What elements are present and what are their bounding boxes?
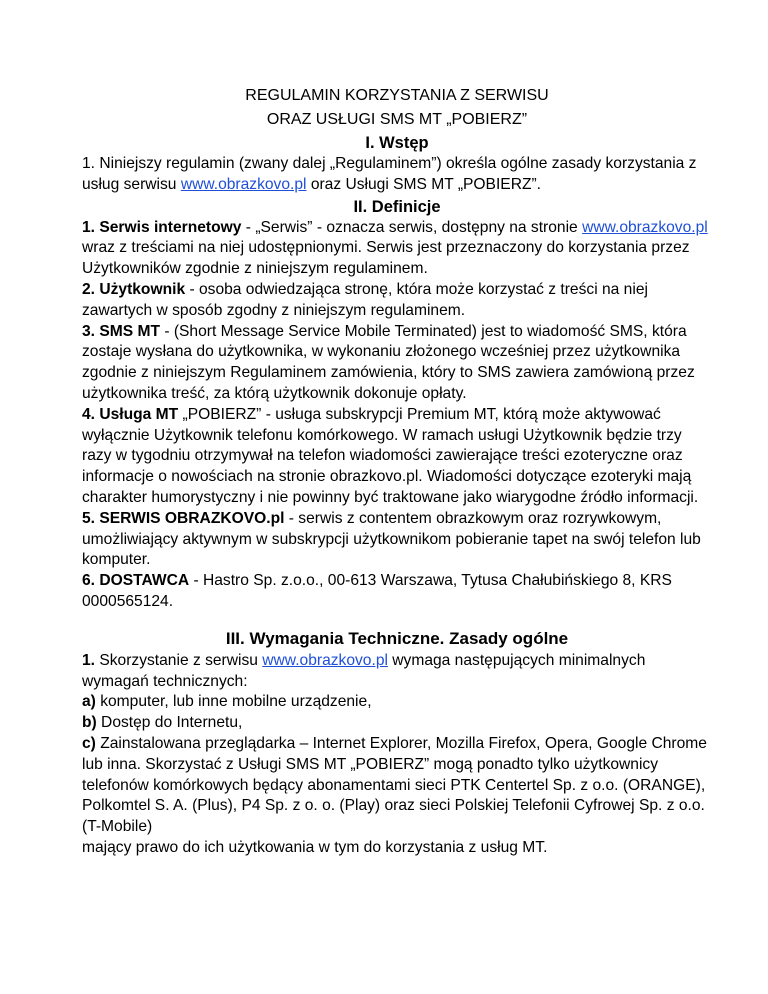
intro-text-b: oraz Usługi SMS MT „POBIERZ”. — [306, 175, 542, 193]
technical-paragraph-1 — [82, 651, 712, 693]
definition-dostawca — [82, 571, 712, 613]
definition-term: 4. Usługa MT — [82, 405, 179, 423]
item-text: wymaga następujących minimalnych wymagań technicznych: — [82, 651, 646, 690]
definition-term: 6. DOSTAWCA — [82, 572, 190, 590]
definition-term: 1. Serwis internetowy — [82, 218, 242, 236]
section-heading-definitions: II. Definicje — [353, 197, 441, 216]
definition-text: - „Serwis” - oznacza serwis, dostępny na stronie — [241, 218, 583, 236]
document-title-line1: REGULAMIN KORZYSTANIA Z SERWISU — [245, 87, 549, 104]
obrazkovo-link[interactable]: www.obrazkovo.pl — [262, 651, 388, 669]
item-text: komputer, lub inne mobilne urządzenie, — [95, 693, 372, 711]
item-term: 1. — [82, 651, 96, 669]
definition-serwis-obrazkovo — [82, 509, 712, 571]
definition-usluga-mt — [82, 405, 712, 509]
obrazkovo-link[interactable]: www.obrazkovo.pl — [180, 175, 307, 193]
technical-item-a — [82, 692, 712, 713]
item-term: b) — [82, 714, 97, 732]
section-heading-intro: I. Wstęp — [365, 134, 429, 152]
definition-text: - serwis z contentem obrazkowym oraz rozrywkowym, umożliwiający aktywnym w subskrypcji użytkownikom pobieranie tapet na swój telefon lub komputer. — [82, 509, 701, 569]
technical-item-c — [82, 734, 712, 838]
item-term: a) — [82, 693, 96, 711]
item-text: Dostęp do Internetu, — [96, 714, 243, 732]
technical-item-c-continuation: mający prawo do ich użytkowania w tym do korzystania z usług MT. — [82, 838, 548, 856]
definition-term: 5. SERWIS OBRAZKOVO.pl — [82, 509, 285, 527]
definition-sms-mt — [82, 322, 712, 405]
definition-uzytkownik — [82, 280, 712, 322]
definition-text: - osoba odwiedzająca stronę, która może korzystać z treści na niej zawartych w sposób zgodny z niniejszym regulaminem. — [82, 280, 648, 319]
definition-text: „POBIERZ” - usługa subskrypcji Premium MT, którą może aktywować wyłącznie Użytkownik telefonu komórkowego. W ramach usługi Użytkownik będzie trzy razy w tygodniu otrzymywał na telefon wiadomości zawierające treści ezoteryczne oraz informacje o nowościach na stronie obrazkovo.pl. Wiadomości dotyczące ezoteryki mają charakter humorystyczny i nie powinny być traktowane jako wiarygodne źródło informacji. — [82, 405, 699, 506]
definition-text: - Hastro Sp. z.o.o., 00-613 Warszawa, Tytusa Chałubińskiego 8, KRS 0000565124. — [82, 572, 672, 610]
document-page — [82, 84, 712, 859]
intro-text-a: 1. Niniejszy regulamin (zwany dalej „Regulaminem”) określa ogólne zasady korzystania z usług serwisu — [82, 155, 697, 193]
intro-paragraph — [82, 154, 712, 196]
item-term: c) — [82, 734, 96, 752]
item-text: Zainstalowana przeglądarka – Internet Explorer, Mozilla Firefox, Opera, Google Chrome lub inna. Skorzystać z Usługi SMS MT „POBIERZ” mogą ponadto tylko użytkownicy telefonów komórkowych będący abonamentami sieci PTK Centertel Sp. z o.o. (ORANGE), Polkomtel S. A. (Plus), P4 Sp. z o. o. (Play) oraz sieci Polskiej Telefonii Cyfrowej Sp. z o.o.(T-Mobile) — [82, 734, 707, 836]
obrazkovo-link[interactable]: www.obrazkovo.pl — [582, 218, 708, 236]
document-title-line2: ORAZ USŁUGI SMS MT „POBIERZ” — [266, 111, 528, 128]
definition-term: 3. SMS MT — [82, 322, 160, 340]
item-text: Skorzystanie z serwisu — [95, 651, 263, 669]
definition-term: 2. Użytkownik — [82, 280, 186, 298]
definition-text: - (Short Message Service Mobile Terminated) jest to wiadomość SMS, która zostaje wysłana do użytkownika, w wykonaniu złożonego wcześniej przez użytkownika zgodnie z niniejszym Regulaminem zamówienia, który to SMS zawiera zamówioną przez użytkownika treść, za którą użytkownik dokonuje opłaty. — [82, 322, 695, 402]
definition-serwis — [82, 218, 712, 280]
technical-item-b — [82, 713, 712, 734]
definition-text: wraz z treściami na niej udostępnionymi. Serwis jest przeznaczony do korzystania przez Użytkowników zgodnie z niniejszym regulaminem. — [82, 239, 690, 278]
section-heading-technical: III. Wymagania Techniczne. Zasady ogólne — [225, 628, 569, 648]
